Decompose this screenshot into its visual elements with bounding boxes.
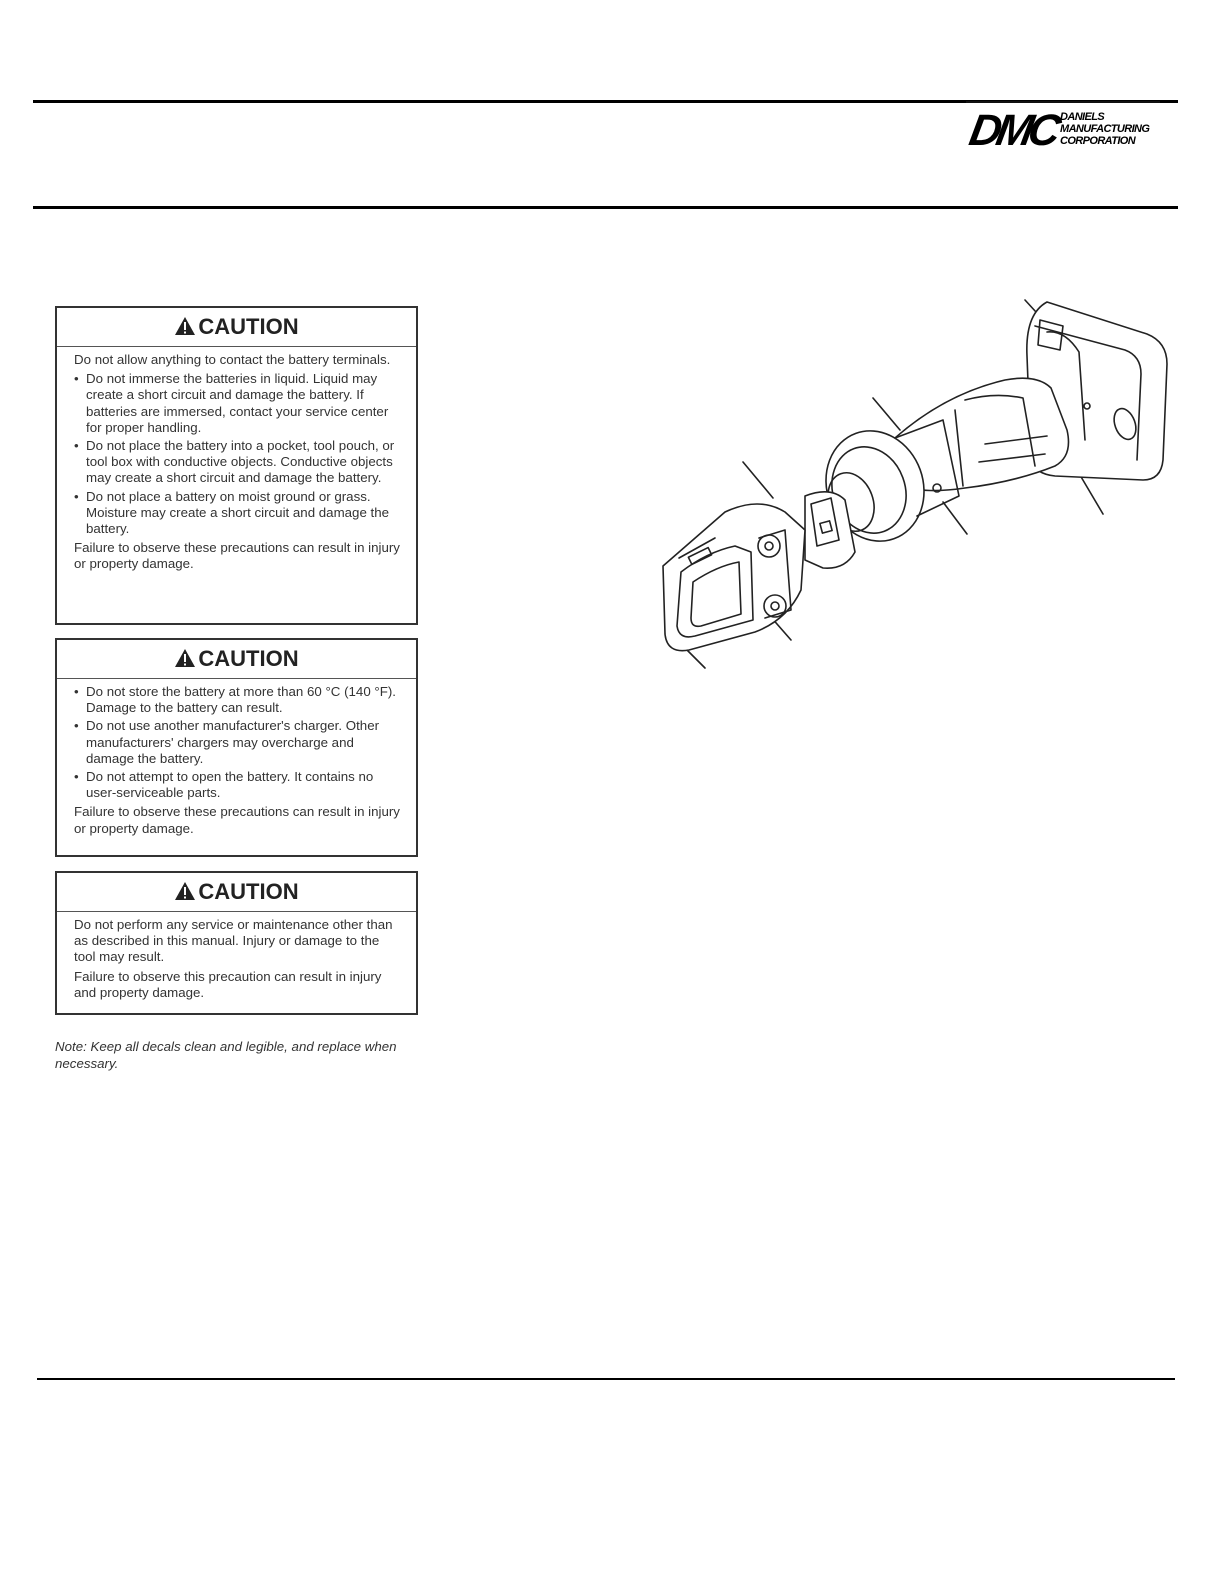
caution-box-battery-terminals (55, 306, 418, 625)
caution-title: CAUTION (198, 314, 299, 339)
caution-body (57, 912, 416, 1010)
caution-box-battery-storage (55, 638, 418, 857)
caution-body (57, 347, 416, 582)
caution-footer: Failure to observe this precaution can result in injury and property damage. (74, 968, 382, 1000)
caution-bullet: • Do not use another manufacturer's charger. Other manufacturers' chargers may overcharge and damage the battery. (74, 718, 400, 767)
footer-rule (37, 1378, 1175, 1380)
caution-title: CAUTION (198, 879, 299, 904)
warning-triangle-icon (174, 316, 196, 336)
warning-triangle-icon (174, 881, 196, 901)
caution-header (57, 308, 416, 347)
caution-box-service (55, 871, 418, 1015)
logo-line-3: CORPORATION (1060, 135, 1136, 147)
warning-triangle-icon (174, 648, 196, 668)
logo-wordmark (1060, 111, 1149, 147)
caution-header (57, 873, 416, 912)
caution-header (57, 640, 416, 679)
caution-bullet: • Do not place a battery on moist ground or grass. Moisture may create a short circuit and damage the battery. (74, 489, 400, 538)
header-bottom-rule (33, 206, 1178, 209)
caution-bullet: • Do not place the battery into a pocket, tool pouch, or tool box with conductive objects. Conductive objects may create a short circuit and damage the battery. (74, 438, 400, 487)
company-logo (966, 101, 1161, 157)
caution-intro: Do not allow anything to contact the battery terminals. (74, 352, 391, 367)
caution-bullet: • Do not immerse the batteries in liquid. Liquid may create a short circuit and damage the battery. If batteries are immersed, contact your service center for proper handling. (74, 371, 400, 436)
logo-line-2: MANUFACTURING (1060, 123, 1150, 135)
logo-line-1: DANIELS (1060, 111, 1105, 123)
caution-list (74, 684, 400, 801)
caution-body (57, 679, 416, 846)
decal-note: Note: Keep all decals clean and legible, and replace when necessary. (55, 1039, 397, 1071)
caution-footer: Failure to observe these precautions can result in injury or property damage. (74, 540, 400, 572)
caution-bullet: • Do not attempt to open the battery. It contains no user-serviceable parts. (74, 769, 400, 801)
caution-bullet: • Do not store the battery at more than 60 °C (140 °F). Damage to the battery can result. (74, 684, 400, 716)
caution-title: CAUTION (198, 646, 299, 671)
caution-list (74, 371, 400, 537)
caution-intro: Do not perform any service or maintenance other than as described in this manual. Injury or damage to the tool may result. (74, 917, 393, 965)
caution-footer: Failure to observe these precautions can result in injury or property damage. (74, 804, 400, 836)
logo-bar (966, 101, 1160, 103)
logo-mark: DMC (965, 106, 1060, 155)
crimp-tool-illustration (655, 290, 1190, 675)
